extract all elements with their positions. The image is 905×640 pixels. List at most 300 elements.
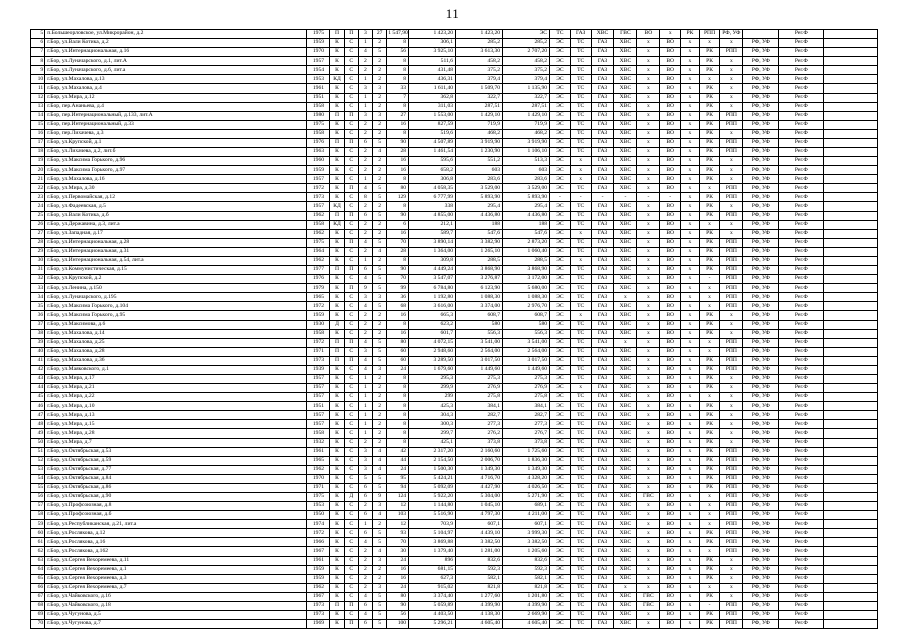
- table-row: [31, 48, 878, 57]
- table-cell: РК: [699, 356, 720, 365]
- table-cell: 8: [387, 438, 409, 447]
- table-cell: ЭС: [550, 556, 571, 565]
- table-cell: П: [330, 211, 344, 220]
- table-cell: ХВС: [614, 311, 637, 320]
- table-cell: П: [330, 138, 344, 147]
- table-cell: х: [637, 220, 660, 229]
- table-cell: 4 436,80: [456, 211, 503, 220]
- table-cell: ТС: [570, 420, 591, 429]
- table-cell: ВО: [660, 347, 681, 356]
- table-cell: 5 893,90: [503, 193, 550, 202]
- table-cell: 1958: [307, 102, 330, 111]
- table-cell: 8: [387, 175, 409, 184]
- table-cell: х: [681, 611, 700, 620]
- table-cell: ТС: [570, 57, 591, 66]
- table-cell: РПП: [720, 356, 743, 365]
- table-cell: 129: [387, 193, 409, 202]
- table-cell: 4: [373, 247, 387, 256]
- table-cell: 304,3: [409, 411, 456, 420]
- table-cell: 29: [31, 247, 45, 256]
- address-cell: г.Бор, ул.Сергея Вехоремеева, д.7: [45, 583, 307, 592]
- table-cell: ЭС: [550, 329, 571, 338]
- table-cell: 1 679,60: [409, 365, 456, 374]
- table-cell: х: [637, 238, 660, 247]
- address-cell: г.Бор, ул.Луначарского, д.6, лит.а: [45, 66, 307, 75]
- table-cell: Рег.Ф: [779, 102, 824, 111]
- table-cell: 3 382,90: [456, 238, 503, 247]
- table-cell: 582,1: [503, 574, 550, 583]
- table-cell: ХВС: [614, 402, 637, 411]
- table-cell: ГАЗ: [591, 256, 614, 265]
- table-cell: ХВС: [614, 39, 637, 48]
- table-cell: С: [344, 256, 358, 265]
- table-cell: 1 201,80: [503, 592, 550, 601]
- table-cell: х: [681, 275, 700, 284]
- table-cell: 8: [387, 129, 409, 138]
- table-cell: РФ, УФ: [743, 547, 779, 556]
- table-row: [31, 84, 878, 93]
- table-cell: ЭС: [550, 474, 571, 483]
- table-cell: 1 500,30: [409, 465, 456, 474]
- table-cell: 287,51: [503, 102, 550, 111]
- table-cell: ТС: [570, 429, 591, 438]
- table-cell: 458,2: [456, 57, 503, 66]
- table-cell: 1: [358, 175, 372, 184]
- table-cell: 27: [31, 229, 45, 238]
- table-cell: РПП: [720, 456, 743, 465]
- table-cell: 2: [358, 565, 372, 574]
- table-cell: 1972: [307, 338, 330, 347]
- table-cell: 5 296,21: [409, 620, 456, 629]
- table-cell: 1975: [307, 492, 330, 501]
- table-cell: Рег.Ф: [779, 166, 824, 175]
- table-cell: ЭС: [550, 293, 571, 302]
- table-cell: ХВС: [614, 502, 637, 511]
- table-cell: РПП: [720, 48, 743, 57]
- table-cell: х: [637, 347, 660, 356]
- table-cell: 45: [31, 393, 45, 402]
- table-cell: С: [344, 502, 358, 511]
- table-cell: 6: [358, 483, 372, 492]
- table-cell: С: [344, 320, 358, 329]
- table-cell: х: [681, 284, 700, 293]
- table-cell: С: [344, 302, 358, 311]
- address-cell: г.Бор, ул.Мира, д.22: [45, 393, 307, 402]
- empty-cell: [824, 66, 878, 75]
- table-cell: Рег.Ф: [779, 347, 824, 356]
- table-cell: 5 271,90: [503, 492, 550, 501]
- table-cell: ГАЗ: [591, 492, 614, 501]
- table-cell: Рег.Ф: [779, 266, 824, 275]
- empty-cell: [824, 583, 878, 592]
- table-cell: х: [681, 66, 700, 75]
- table-cell: 607,1: [456, 520, 503, 529]
- table-cell: 4: [373, 547, 387, 556]
- table-cell: 31: [31, 266, 45, 275]
- table-cell: 595,6: [409, 157, 456, 166]
- address-cell: г.Бор, ул.Интернациональная, д.54, лит.а: [45, 256, 307, 265]
- table-cell: 1 349,30: [456, 465, 503, 474]
- table-cell: 1967: [307, 592, 330, 601]
- table-cell: х: [570, 311, 591, 320]
- table-cell: РФ, УФ: [743, 556, 779, 565]
- address-cell: г.Бор, ул.Махалова, д.28: [45, 347, 307, 356]
- table-cell: РК: [699, 456, 720, 465]
- table-cell: ГАЗ: [591, 474, 614, 483]
- table-cell: С: [344, 520, 358, 529]
- table-cell: ХВС: [614, 138, 637, 147]
- table-cell: С: [344, 229, 358, 238]
- table-cell: К: [330, 438, 344, 447]
- table-cell: -: [637, 193, 660, 202]
- table-cell: х: [681, 329, 700, 338]
- table-cell: 37: [31, 320, 45, 329]
- table-cell: 299,7: [409, 429, 456, 438]
- table-cell: ЭС: [550, 220, 571, 229]
- table-cell: 2: [373, 402, 387, 411]
- table-cell: ЭС: [550, 492, 571, 501]
- table-cell: х: [681, 492, 700, 501]
- table-cell: 1 192,80: [409, 293, 456, 302]
- table-cell: 2 976,70: [503, 302, 550, 311]
- table-cell: х: [681, 547, 700, 556]
- table-cell: х: [637, 538, 660, 547]
- table-cell: 295,4: [456, 202, 503, 211]
- table-cell: 24: [387, 365, 409, 374]
- table-cell: ТС: [570, 547, 591, 556]
- empty-cell: [824, 48, 878, 57]
- table-cell: ТС: [570, 483, 591, 492]
- table-cell: РК: [699, 592, 720, 601]
- table-cell: 3 276,87: [456, 275, 503, 284]
- table-cell: ЭС: [550, 57, 571, 66]
- table-row: [31, 93, 878, 102]
- table-cell: -: [660, 193, 681, 202]
- table-cell: РПП: [720, 284, 743, 293]
- address-cell: г.Бор, ул.Коммунистическая, д.15: [45, 266, 307, 275]
- table-cell: х: [614, 293, 637, 302]
- table-cell: 3 925,10: [409, 48, 456, 57]
- table-cell: х: [570, 166, 591, 175]
- table-cell: ЭС: [550, 338, 571, 347]
- table-cell: 5 104,97: [409, 529, 456, 538]
- table-row: [31, 256, 878, 265]
- table-cell: К: [330, 511, 344, 520]
- table-cell: Рег.Ф: [779, 275, 824, 284]
- table-cell: К: [330, 66, 344, 75]
- table-cell: ЭС: [550, 583, 571, 592]
- table-cell: ТС: [570, 202, 591, 211]
- table-cell: 1971: [307, 483, 330, 492]
- empty-cell: [824, 184, 878, 193]
- table-cell: ТС: [570, 266, 591, 275]
- table-cell: Рег.Ф: [779, 184, 824, 193]
- table-cell: С: [344, 474, 358, 483]
- table-cell: 54: [31, 474, 45, 483]
- table-cell: х: [681, 574, 700, 583]
- table-cell: 1957: [307, 393, 330, 402]
- table-cell: х: [614, 583, 637, 592]
- table-cell: П: [330, 347, 344, 356]
- empty-cell: [824, 620, 878, 629]
- table-cell: 4 328,20: [503, 474, 550, 483]
- table-cell: 20: [31, 166, 45, 175]
- table-cell: 188: [503, 220, 550, 229]
- table-cell: 4 605,40: [456, 620, 503, 629]
- table-cell: 4: [373, 511, 387, 520]
- table-cell: х: [637, 129, 660, 138]
- table-cell: РК: [699, 111, 720, 120]
- address-cell: г.Бор, ул.Махалова, д.14: [45, 329, 307, 338]
- table-cell: 1976: [307, 138, 330, 147]
- table-cell: ВО: [660, 502, 681, 511]
- table-cell: РПП: [720, 120, 743, 129]
- table-cell: РК: [699, 620, 720, 629]
- table-cell: ВО: [660, 166, 681, 175]
- table-row: [31, 474, 878, 483]
- table-cell: 1: [358, 39, 372, 48]
- empty-cell: [824, 547, 878, 556]
- table-cell: ВО: [660, 538, 681, 547]
- table-cell: РФ, УФ: [743, 320, 779, 329]
- table-cell: РК: [699, 211, 720, 220]
- table-cell: Рег.Ф: [779, 120, 824, 129]
- table-cell: ТС: [570, 275, 591, 284]
- table-cell: 1: [358, 520, 372, 529]
- table-cell: 1966: [307, 538, 330, 547]
- table-cell: РК: [699, 57, 720, 66]
- table-cell: РК: [699, 256, 720, 265]
- table-cell: ГАЗ: [591, 374, 614, 383]
- table-cell: 5: [373, 601, 387, 610]
- table-cell: 1 509,70: [456, 84, 503, 93]
- table-cell: 5: [373, 338, 387, 347]
- table-cell: РФ, УФ: [743, 302, 779, 311]
- table-cell: РК: [699, 66, 720, 75]
- address-cell: г.Бор, ул.Сергея Вехоремеева, д.11: [45, 556, 307, 565]
- table-cell: ГАЗ: [591, 556, 614, 565]
- table-cell: РФ, УФ: [743, 120, 779, 129]
- table-cell: х: [699, 75, 720, 84]
- table-cell: РФ, УФ: [743, 211, 779, 220]
- table-cell: 373,8: [503, 438, 550, 447]
- table-cell: 4 449,24: [409, 266, 456, 275]
- table-cell: Рег.Ф: [779, 256, 824, 265]
- table-cell: П: [330, 338, 344, 347]
- table-cell: 1 379,40: [409, 547, 456, 556]
- empty-cell: [824, 374, 878, 383]
- table-cell: 1979: [307, 284, 330, 293]
- table-cell: ХВС: [614, 220, 637, 229]
- table-cell: х: [681, 148, 700, 157]
- table-cell: 68: [31, 601, 45, 610]
- table-cell: 40: [31, 347, 45, 356]
- table-cell: 8: [387, 402, 409, 411]
- table-cell: 99: [387, 284, 409, 293]
- table-cell: К: [330, 311, 344, 320]
- table-cell: ТС: [570, 184, 591, 193]
- address-cell: г.Бор, ул.Мира, д.7: [45, 438, 307, 447]
- address-cell: г.Бор, пер.Интернациональный, д.33: [45, 120, 307, 129]
- table-cell: 915,02: [409, 583, 456, 592]
- table-cell: ГАЗ: [591, 266, 614, 275]
- table-cell: 556,3: [456, 329, 503, 338]
- table-cell: 3: [373, 583, 387, 592]
- table-cell: ВО: [660, 420, 681, 429]
- table-cell: 2: [373, 66, 387, 75]
- table-cell: 3: [373, 365, 387, 374]
- table-cell: х: [637, 166, 660, 175]
- table-cell: 283,6: [503, 175, 550, 184]
- table-cell: К: [330, 284, 344, 293]
- table-cell: х: [699, 520, 720, 529]
- table-cell: С: [344, 583, 358, 592]
- table-cell: ВО: [660, 356, 681, 365]
- table-cell: 16: [387, 574, 409, 583]
- table-cell: х: [637, 456, 660, 465]
- table-cell: ЭС: [550, 75, 571, 84]
- table-cell: Рег.Ф: [779, 474, 824, 483]
- table-cell: 338: [409, 202, 456, 211]
- table-cell: 1 725,60: [503, 447, 550, 456]
- table-cell: 2: [373, 166, 387, 175]
- table-cell: ХВС: [614, 57, 637, 66]
- table-cell: х: [681, 538, 700, 547]
- table-cell: РК: [699, 611, 720, 620]
- table-cell: ГАЗ: [591, 129, 614, 138]
- table-cell: К: [330, 365, 344, 374]
- table-cell: 4: [358, 338, 372, 347]
- table-cell: 24: [387, 465, 409, 474]
- address-cell: г.Бор, ул.Рослякова, д.162: [45, 547, 307, 556]
- table-cell: ВО: [660, 438, 681, 447]
- table-cell: ЭС: [550, 483, 571, 492]
- table-cell: х: [637, 529, 660, 538]
- table-cell: Рег.Ф: [779, 48, 824, 57]
- table-cell: ВО: [660, 529, 681, 538]
- table-cell: ВО: [660, 547, 681, 556]
- table-cell: ЭС: [550, 102, 571, 111]
- table-cell: Рег.Ф: [779, 84, 824, 93]
- table-cell: 90: [387, 138, 409, 147]
- table-cell: ЭС: [550, 347, 571, 356]
- table-cell: ГАЗ: [591, 329, 614, 338]
- table-cell: С: [344, 93, 358, 102]
- table-cell: Рег.Ф: [779, 247, 824, 256]
- table-cell: 827,59: [409, 120, 456, 129]
- table-cell: ВО: [660, 611, 681, 620]
- table-cell: ЭС: [550, 365, 571, 374]
- table-cell: РФ, УФ: [743, 275, 779, 284]
- table-cell: 41: [31, 356, 45, 365]
- table-cell: ХВС: [614, 384, 637, 393]
- empty-cell: [824, 111, 878, 120]
- table-cell: х: [681, 502, 700, 511]
- table-cell: РК: [699, 465, 720, 474]
- table-cell: х: [637, 511, 660, 520]
- table-cell: 50: [31, 438, 45, 447]
- table-cell: РПП: [720, 465, 743, 474]
- table-cell: 362,8: [409, 93, 456, 102]
- table-cell: РК: [699, 365, 720, 374]
- table-cell: С: [344, 66, 358, 75]
- table-cell: РФ, УФ: [743, 520, 779, 529]
- table-cell: 1970: [307, 474, 330, 483]
- table-cell: х: [681, 347, 700, 356]
- table-cell: ТС: [570, 120, 591, 129]
- table-cell: ВО: [660, 111, 681, 120]
- table-cell: 1: [358, 256, 372, 265]
- empty-cell: [824, 84, 878, 93]
- table-cell: 5: [373, 538, 387, 547]
- table-cell: ВО: [660, 293, 681, 302]
- table-cell: х: [570, 175, 591, 184]
- table-cell: 8: [387, 202, 409, 211]
- table-cell: х: [681, 456, 700, 465]
- table-cell: 24: [387, 556, 409, 565]
- table-cell: П: [344, 30, 358, 39]
- table-cell: х: [681, 193, 700, 202]
- table-cell: ГАЗ: [591, 66, 614, 75]
- table-cell: х: [681, 311, 700, 320]
- table-cell: 306,8: [409, 175, 456, 184]
- table-cell: х: [699, 39, 720, 48]
- table-cell: ВО: [660, 238, 681, 247]
- table-cell: Рег.Ф: [779, 138, 824, 147]
- table-cell: ЭС: [550, 420, 571, 429]
- table-cell: 1974: [307, 520, 330, 529]
- table-cell: ТС: [570, 102, 591, 111]
- table-cell: ГАЗ: [591, 284, 614, 293]
- table-cell: ТС: [570, 611, 591, 620]
- table-cell: 6: [358, 620, 372, 629]
- table-cell: Рег.Ф: [779, 302, 824, 311]
- table-row: [31, 393, 878, 402]
- table-cell: Рег.Ф: [779, 538, 824, 547]
- table-cell: РФ, УФ: [743, 238, 779, 247]
- table-cell: 5: [373, 302, 387, 311]
- table-cell: 33: [387, 84, 409, 93]
- table-cell: ВО: [660, 429, 681, 438]
- table-cell: х: [681, 483, 700, 492]
- table-row: [31, 302, 878, 311]
- table-cell: 2 873,20: [503, 238, 550, 247]
- table-cell: Рег.Ф: [779, 384, 824, 393]
- address-cell: г.Бор, ул.Вали Котика, д.2: [45, 39, 307, 48]
- table-cell: ХВС: [614, 111, 637, 120]
- table-cell: 589,7: [409, 229, 456, 238]
- table-row: [31, 238, 878, 247]
- table-cell: 1957: [307, 175, 330, 184]
- table-row: [31, 592, 878, 601]
- table-cell: РПП: [720, 302, 743, 311]
- table-cell: ТС: [570, 520, 591, 529]
- table-row: [31, 39, 878, 48]
- table-cell: 8: [358, 193, 372, 202]
- table-cell: РПП: [720, 620, 743, 629]
- table-cell: ЭС: [550, 302, 571, 311]
- table-cell: ГВС: [637, 492, 660, 501]
- table-cell: С: [344, 456, 358, 465]
- table-cell: 2: [358, 120, 372, 129]
- table-cell: 375,2: [456, 66, 503, 75]
- table-cell: 2: [373, 411, 387, 420]
- table-cell: ВО: [660, 129, 681, 138]
- table-cell: ХВС: [614, 538, 637, 547]
- table-cell: ГАЗ: [591, 601, 614, 610]
- table-cell: ВО: [660, 138, 681, 147]
- table-cell: С: [344, 365, 358, 374]
